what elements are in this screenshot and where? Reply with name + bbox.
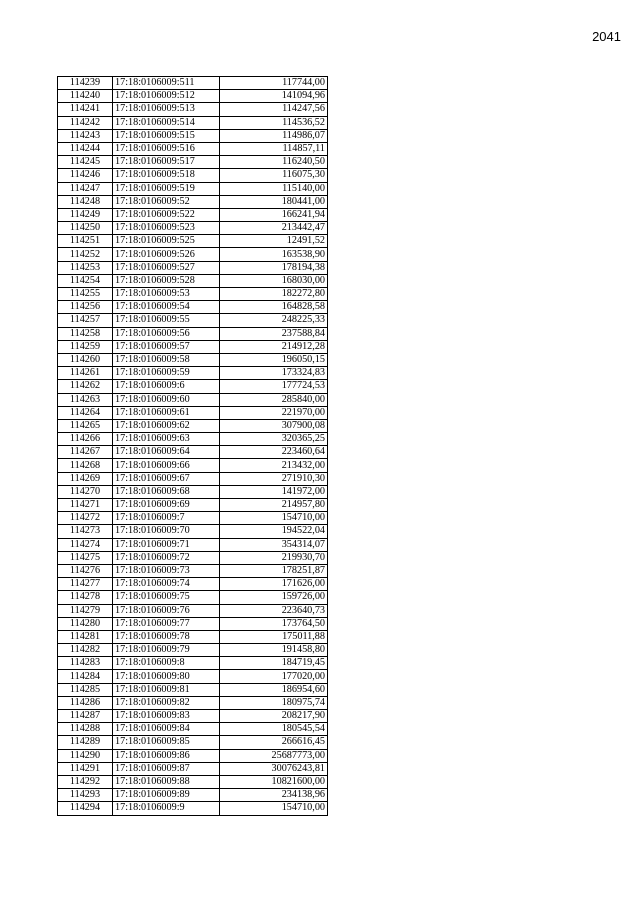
cadastral-value: 141972,00 [220,485,328,498]
cadastral-number: 17:18:0106009:527 [113,261,220,274]
table-row [58,472,328,485]
row-number: 114265 [58,419,113,432]
row-number: 114267 [58,446,113,459]
cadastral-value: 171626,00 [220,578,328,591]
cadastral-value: 219930,70 [220,551,328,564]
cadastral-value: 114857,11 [220,142,328,155]
table-row [58,499,328,512]
cadastral-value: 116075,30 [220,169,328,182]
table-row [58,617,328,630]
cadastral-value: 182272,80 [220,288,328,301]
cadastral-number: 17:18:0106009:514 [113,116,220,129]
table-row [58,248,328,261]
cadastral-value: 237588,84 [220,327,328,340]
cadastral-value: 271910,30 [220,472,328,485]
cadastral-number: 17:18:0106009:511 [113,77,220,90]
table-row [58,433,328,446]
row-number: 114279 [58,604,113,617]
row-number: 114277 [58,578,113,591]
row-number: 114282 [58,644,113,657]
cadastral-number: 17:18:0106009:77 [113,617,220,630]
cadastral-value: 178194,38 [220,261,328,274]
cadastral-number: 17:18:0106009:57 [113,340,220,353]
cadastral-number: 17:18:0106009:70 [113,525,220,538]
cadastral-value: 248225,33 [220,314,328,327]
cadastral-value: 25687773,00 [220,749,328,762]
cadastral-number: 17:18:0106009:60 [113,393,220,406]
cadastral-number: 17:18:0106009:86 [113,749,220,762]
table-row [58,459,328,472]
row-number: 114281 [58,630,113,643]
row-number: 114264 [58,406,113,419]
row-number: 114244 [58,142,113,155]
table-row [58,419,328,432]
cadastral-value: 175011,88 [220,630,328,643]
cadastral-value: 168030,00 [220,274,328,287]
table-row [58,696,328,709]
cadastral-number: 17:18:0106009:59 [113,367,220,380]
cadastral-value: 180441,00 [220,195,328,208]
cadastral-number: 17:18:0106009:9 [113,802,220,815]
row-number: 114289 [58,736,113,749]
row-number: 114285 [58,683,113,696]
table-row [58,129,328,142]
row-number: 114286 [58,696,113,709]
row-number: 114294 [58,802,113,815]
table-row [58,710,328,723]
cadastral-value: 177020,00 [220,670,328,683]
cadastral-value: 166241,94 [220,208,328,221]
table-row [58,90,328,103]
cadastral-number: 17:18:0106009:53 [113,288,220,301]
cadastral-number: 17:18:0106009:513 [113,103,220,116]
cadastral-number: 17:18:0106009:85 [113,736,220,749]
cadastral-number: 17:18:0106009:526 [113,248,220,261]
cadastral-number: 17:18:0106009:84 [113,723,220,736]
table-row [58,775,328,788]
row-number: 114261 [58,367,113,380]
page-number: 2041 [592,29,621,44]
cadastral-number: 17:18:0106009:73 [113,564,220,577]
table-row [58,380,328,393]
cadastral-number: 17:18:0106009:8 [113,657,220,670]
table-row [58,235,328,248]
row-number: 114290 [58,749,113,762]
row-number: 114260 [58,353,113,366]
table-body [58,77,328,816]
cadastral-number: 17:18:0106009:517 [113,156,220,169]
cadastral-value: 307900,08 [220,419,328,432]
row-number: 114274 [58,538,113,551]
row-number: 114266 [58,433,113,446]
cadastral-value: 115140,00 [220,182,328,195]
cadastral-value: 164828,58 [220,301,328,314]
cadastral-value: 173324,83 [220,367,328,380]
cadastral-number: 17:18:0106009:72 [113,551,220,564]
cadastral-number: 17:18:0106009:71 [113,538,220,551]
row-number: 114270 [58,485,113,498]
cadastral-value: 173764,50 [220,617,328,630]
cadastral-value: 223640,73 [220,604,328,617]
table-row [58,789,328,802]
row-number: 114273 [58,525,113,538]
table-row [58,77,328,90]
row-number: 114275 [58,551,113,564]
table-row [58,182,328,195]
row-number: 114253 [58,261,113,274]
cadastral-number: 17:18:0106009:76 [113,604,220,617]
row-number: 114243 [58,129,113,142]
cadastral-value: 178251,87 [220,564,328,577]
cadastral-value: 221970,00 [220,406,328,419]
cadastral-number: 17:18:0106009:522 [113,208,220,221]
table-row [58,525,328,538]
cadastral-value: 223460,64 [220,446,328,459]
row-number: 114250 [58,222,113,235]
table-row [58,208,328,221]
table-row [58,736,328,749]
row-number: 114283 [58,657,113,670]
cadastral-value: 114986,07 [220,129,328,142]
cadastral-number: 17:18:0106009:55 [113,314,220,327]
cadastral-number: 17:18:0106009:83 [113,710,220,723]
row-number: 114252 [58,248,113,261]
row-number: 114284 [58,670,113,683]
table-row [58,393,328,406]
cadastral-value: 114247,56 [220,103,328,116]
cadastral-value: 141094,96 [220,90,328,103]
cadastral-value: 12491,52 [220,235,328,248]
row-number: 114293 [58,789,113,802]
row-number: 114247 [58,182,113,195]
table-row [58,288,328,301]
row-number: 114257 [58,314,113,327]
table-row [58,353,328,366]
table-row [58,367,328,380]
row-number: 114239 [58,77,113,90]
cadastral-value: 213432,00 [220,459,328,472]
row-number: 114272 [58,512,113,525]
row-number: 114256 [58,301,113,314]
table-row [58,116,328,129]
table-row [58,578,328,591]
row-number: 114263 [58,393,113,406]
cadastral-number: 17:18:0106009:68 [113,485,220,498]
cadastral-number: 17:18:0106009:63 [113,433,220,446]
cadastral-number: 17:18:0106009:67 [113,472,220,485]
cadastral-number: 17:18:0106009:88 [113,775,220,788]
table-row [58,222,328,235]
row-number: 114258 [58,327,113,340]
cadastral-value: 194522,04 [220,525,328,538]
row-number: 114249 [58,208,113,221]
cadastral-number: 17:18:0106009:515 [113,129,220,142]
cadastral-value: 214912,28 [220,340,328,353]
cadastral-value: 154710,00 [220,512,328,525]
row-number: 114292 [58,775,113,788]
cadastral-number: 17:18:0106009:525 [113,235,220,248]
cadastral-number: 17:18:0106009:58 [113,353,220,366]
cadastral-value: 180545,54 [220,723,328,736]
table-row [58,274,328,287]
table-row [58,169,328,182]
table-row [58,406,328,419]
table-row [58,604,328,617]
table-row [58,683,328,696]
cadastral-value: 354314,07 [220,538,328,551]
table-row [58,749,328,762]
cadastral-number: 17:18:0106009:54 [113,301,220,314]
cadastral-number: 17:18:0106009:87 [113,762,220,775]
table-row [58,802,328,815]
row-number: 114280 [58,617,113,630]
cadastral-number: 17:18:0106009:523 [113,222,220,235]
cadastral-number: 17:18:0106009:512 [113,90,220,103]
row-number: 114245 [58,156,113,169]
cadastral-number: 17:18:0106009:56 [113,327,220,340]
row-number: 114242 [58,116,113,129]
row-number: 114251 [58,235,113,248]
cadastral-value: 184719,45 [220,657,328,670]
cadastral-value: 116240,50 [220,156,328,169]
cadastral-number: 17:18:0106009:80 [113,670,220,683]
table-row [58,261,328,274]
cadastral-value: 154710,00 [220,802,328,815]
row-number: 114248 [58,195,113,208]
cadastral-value: 213442,47 [220,222,328,235]
cadastral-number: 17:18:0106009:519 [113,182,220,195]
row-number: 114291 [58,762,113,775]
cadastral-value: 234138,96 [220,789,328,802]
table-row [58,512,328,525]
row-number: 114241 [58,103,113,116]
cadastral-number: 17:18:0106009:82 [113,696,220,709]
cadastral-value-table [57,76,328,816]
table-row [58,142,328,155]
row-number: 114262 [58,380,113,393]
row-number: 114259 [58,340,113,353]
cadastral-value: 191458,80 [220,644,328,657]
cadastral-value: 30076243,81 [220,762,328,775]
cadastral-value: 214957,80 [220,499,328,512]
table-row [58,644,328,657]
row-number: 114276 [58,564,113,577]
table-row [58,564,328,577]
cadastral-value: 208217,90 [220,710,328,723]
cadastral-number: 17:18:0106009:74 [113,578,220,591]
cadastral-value: 114536,52 [220,116,328,129]
cadastral-number: 17:18:0106009:516 [113,142,220,155]
cadastral-number: 17:18:0106009:64 [113,446,220,459]
cadastral-number: 17:18:0106009:528 [113,274,220,287]
cadastral-number: 17:18:0106009:79 [113,644,220,657]
row-number: 114271 [58,499,113,512]
cadastral-number: 17:18:0106009:78 [113,630,220,643]
table-row [58,446,328,459]
table-row [58,551,328,564]
cadastral-number: 17:18:0106009:62 [113,419,220,432]
table-row [58,327,328,340]
row-number: 114255 [58,288,113,301]
cadastral-number: 17:18:0106009:518 [113,169,220,182]
table-row [58,314,328,327]
cadastral-number: 17:18:0106009:52 [113,195,220,208]
table-row [58,340,328,353]
cadastral-value: 163538,90 [220,248,328,261]
row-number: 114246 [58,169,113,182]
cadastral-value: 186954,60 [220,683,328,696]
table-row [58,762,328,775]
cadastral-number: 17:18:0106009:7 [113,512,220,525]
table-row [58,156,328,169]
table-row [58,591,328,604]
cadastral-number: 17:18:0106009:75 [113,591,220,604]
table-row [58,301,328,314]
cadastral-number: 17:18:0106009:61 [113,406,220,419]
cadastral-value: 320365,25 [220,433,328,446]
cadastral-value: 10821600,00 [220,775,328,788]
cadastral-number: 17:18:0106009:69 [113,499,220,512]
table-row [58,630,328,643]
cadastral-number: 17:18:0106009:66 [113,459,220,472]
cadastral-number: 17:18:0106009:89 [113,789,220,802]
cadastral-number: 17:18:0106009:81 [113,683,220,696]
cadastral-value: 266616,45 [220,736,328,749]
row-number: 114268 [58,459,113,472]
row-number: 114287 [58,710,113,723]
row-number: 114278 [58,591,113,604]
cadastral-value: 159726,00 [220,591,328,604]
cadastral-value: 180975,74 [220,696,328,709]
cadastral-value: 117744,00 [220,77,328,90]
cadastral-value: 196050,15 [220,353,328,366]
table-row [58,538,328,551]
table-row [58,723,328,736]
row-number: 114254 [58,274,113,287]
row-number: 114240 [58,90,113,103]
table-row [58,657,328,670]
table-row [58,103,328,116]
row-number: 114288 [58,723,113,736]
cadastral-number: 17:18:0106009:6 [113,380,220,393]
table-row [58,485,328,498]
cadastral-value: 177724,53 [220,380,328,393]
cadastral-value: 285840,00 [220,393,328,406]
table-row [58,195,328,208]
table-row [58,670,328,683]
row-number: 114269 [58,472,113,485]
